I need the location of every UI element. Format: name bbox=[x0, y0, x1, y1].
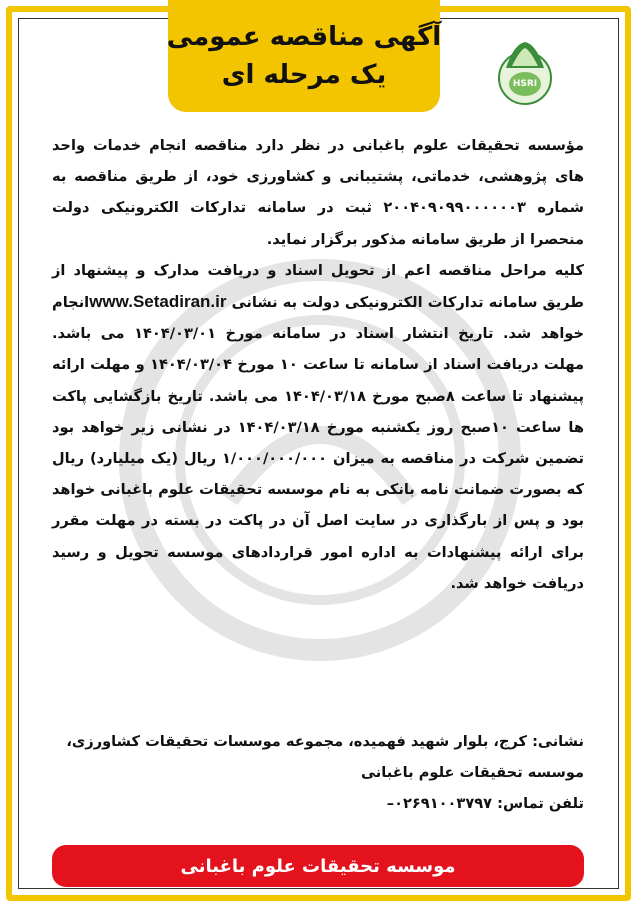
title-line-2: یک مرحله ای bbox=[221, 60, 387, 90]
address-line-2: موسسه تحقیقات علوم باغبانی bbox=[361, 764, 584, 782]
phone-line: تلفن تماس: ۰۲۶۹۱۰۰۳۷۹۷– bbox=[386, 795, 584, 813]
footer-text: موسسه تحقیقات علوم باغبانی bbox=[180, 855, 456, 877]
leaf-emblem-icon bbox=[499, 42, 551, 104]
paragraph-1: مؤسسه تحقیقات علوم باغبانی در نظر دارد مناقصه انجام خدمات واحد های پژوهشی، خدماتی، پشتیبانی و کشاورزی خود، از طریق مناقصه به شماره ۲۰۰۴۰۹۰۹۹۰۰۰۰۰۰۳ ثبت در سامانه تدارکات الکترونیکی دولت منحصرا از طریق سامانه مذکور برگزار نماید. bbox=[52, 137, 584, 248]
logo-text: HSRI bbox=[512, 79, 538, 89]
website-link[interactable]: www.Setadiran.ir bbox=[89, 292, 227, 312]
footer-banner bbox=[52, 845, 584, 887]
hsri-logo bbox=[494, 38, 556, 108]
paragraph-2-rest: انجام خواهد شد. تاریخ انتشار اسناد در سامانه مورخ ۱۴۰۴/۰۳/۰۱ می باشد. مهلت دریافت اسناد از سامانه تا ساعت ۱۰ مورخ ۱۴۰۴/۰۳/۰۴ و مهلت ارائه پیشنهاد تا ساعت ۸صبح مورخ ۱۴۰۴/۰۳/۱۸ می باشد. تاریخ بازگشایی پاکت ها ساعت ۱۰صبح روز یکشنبه مورخ ۱۴۰۴/۰۳/۱۸ در نشانی زیر خواهد بود تضمین شرکت در مناقصه به میزان ۱/۰۰۰/۰۰۰/۰۰۰ ریال (یک میلیارد) ریال که بصورت ضمانت نامه بانکی به نام موسسه تحقیقات علوم باغبانی خواهد بود و پس از بارگذاری در سایت اصل آن در پاکت در بسته در مهلت مقرر برای ارائه پیشنهادات به اداره امور قراردادهای موسسه تحویل و رسید دریافت خواهد شد. bbox=[52, 294, 584, 592]
contact-info bbox=[52, 726, 584, 820]
paragraph-2 bbox=[52, 255, 584, 599]
notice-body bbox=[52, 130, 584, 599]
paragraph-2-start: کلیه مراحل مناقصه اعم از تحویل اسناد و دریافت مدارک و پیشنهاد از طریق سامانه تدارکات الکترونیکی دولت به نشانی bbox=[52, 261, 584, 312]
address-line-1: نشانی: کرج، بلوار شهید فهمیده، مجموعه موسسات تحقیقات کشاورزی، bbox=[66, 733, 584, 750]
title-line-1: آگهی مناقصه عمومی bbox=[166, 22, 442, 52]
title-banner bbox=[168, 0, 440, 112]
